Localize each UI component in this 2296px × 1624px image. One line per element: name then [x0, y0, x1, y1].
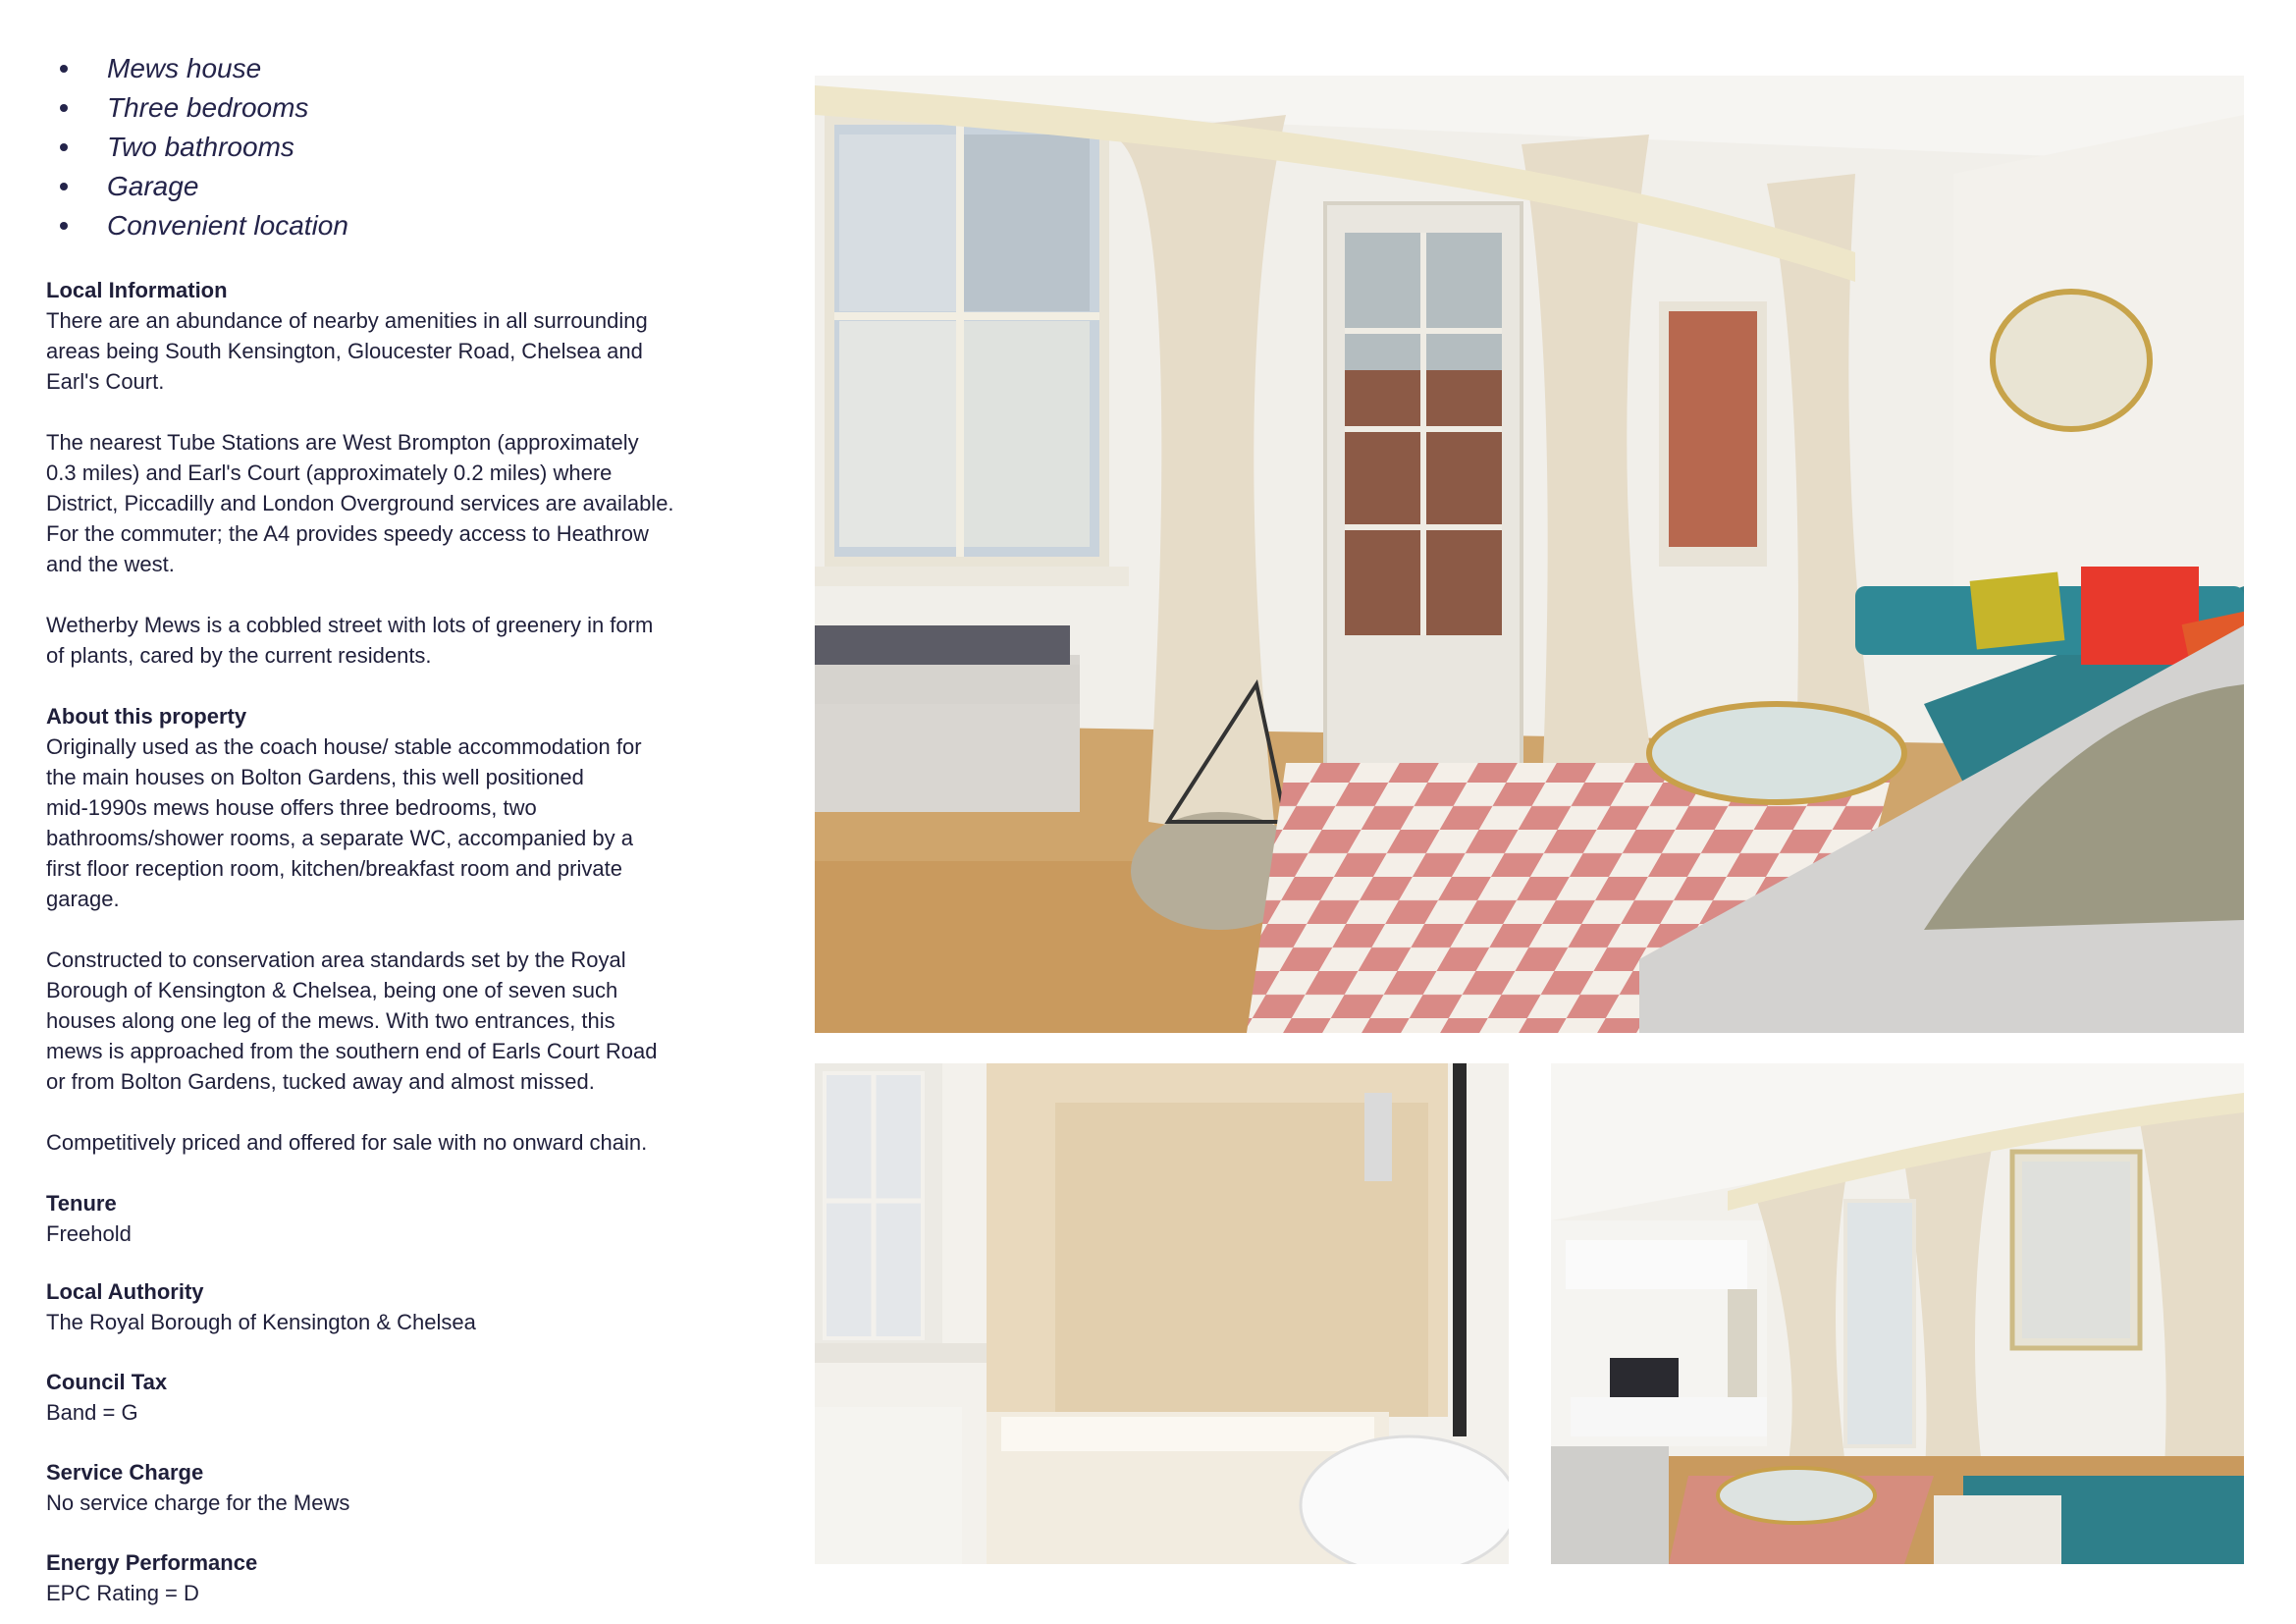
- tenure-label: Tenure: [46, 1191, 117, 1216]
- bathroom-photo: [815, 1063, 1509, 1564]
- bullet-icon: [60, 183, 68, 190]
- text-column: [46, 49, 773, 1608]
- feature-item: Two bathrooms: [46, 128, 773, 167]
- council-tax-label: Council Tax: [46, 1370, 168, 1394]
- local-authority-label: Local Authority: [46, 1279, 204, 1304]
- feature-item: Convenient location: [46, 206, 773, 245]
- tenure-value: Freehold: [46, 1221, 132, 1246]
- bullet-icon: [60, 65, 68, 73]
- bullet-icon: [60, 222, 68, 230]
- reception-room-photo: [1551, 1063, 2244, 1564]
- energy-performance-label: Energy Performance: [46, 1550, 258, 1575]
- about-paragraph: Competitively priced and offered for sale with no onward chain.: [46, 1130, 648, 1155]
- service-charge-label: Service Charge: [46, 1460, 204, 1485]
- local-authority-value: The Royal Borough of Kensington & Chelsea: [46, 1310, 476, 1334]
- energy-performance-value: EPC Rating = D: [46, 1581, 199, 1605]
- living-room-illustration: [815, 76, 2244, 1033]
- reception-room-illustration: [1551, 1063, 2244, 1564]
- feature-item: Three bedrooms: [46, 88, 773, 128]
- about-paragraph: Constructed to conservation area standards set by the Royal Borough of Kensington & Chelsea, being one of seven such houses along one leg of the mews. With two entrances, this mews is approached from the southern end of Earls Court Road or from Bolton Gardens, tucked away and almost missed.: [46, 947, 658, 1094]
- local-info-paragraph: The nearest Tube Stations are West Brompton (approximately 0.3 miles) and Earl's Court (approximately 0.2 miles) where District, Piccadilly and London Overground services are available. For the commuter; the A4 provides speedy access to Heathrow and the west.: [46, 430, 674, 576]
- living-room-photo: [815, 76, 2244, 1033]
- bathroom-illustration: [815, 1063, 1509, 1564]
- local-info-heading: Local Information: [46, 278, 228, 302]
- local-info-paragraph: Wetherby Mews is a cobbled street with lots of greenery in form of plants, cared by the current residents.: [46, 613, 654, 668]
- bullet-icon: [60, 143, 68, 151]
- bullet-icon: [60, 104, 68, 112]
- feature-item: Mews house: [46, 49, 773, 88]
- service-charge-value: No service charge for the Mews: [46, 1490, 350, 1515]
- council-tax-value: Band = G: [46, 1400, 138, 1425]
- about-paragraph: Originally used as the coach house/ stable accommodation for the main houses on Bolton Gardens, this well positioned mid-1990s mews house offers three bedrooms, two bathrooms/shower rooms, a separate WC, accompanied by a first floor reception room, kitchen/breakfast room and private garage.: [46, 734, 642, 911]
- about-heading: About this property: [46, 704, 247, 729]
- local-info-paragraph: There are an abundance of nearby amenities in all surrounding areas being South Kensington, Gloucester Road, Chelsea and Earl's Court.: [46, 308, 648, 394]
- feature-list: [46, 49, 773, 245]
- feature-item: Garage: [46, 167, 773, 206]
